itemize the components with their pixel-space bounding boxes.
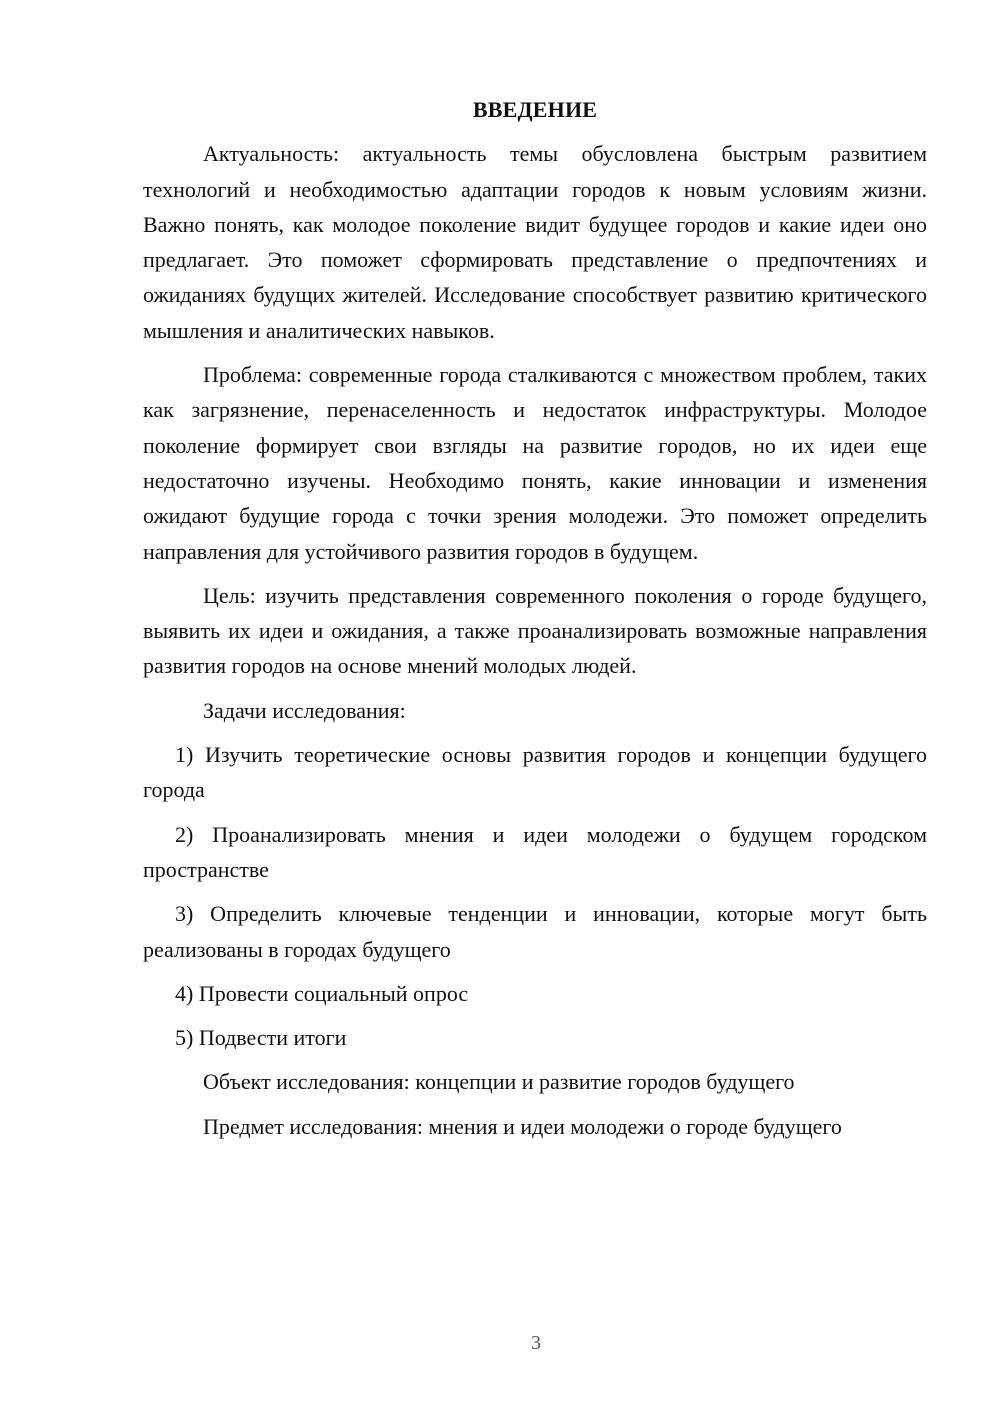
page-title: ВВЕДЕНИЕ: [472, 97, 598, 122]
research-subject: Предмет исследования: мнения и идеи молодежи о городе будущего: [203, 1113, 842, 1139]
paragraph-goal: Цель: изучить представления современного поколения о городе будущего, выявить их идеи и ожидания, а также проанализировать возможные направления развития городов на основе мнений молодых людей.: [143, 582, 927, 679]
task-item-2: 2) Проанализировать мнения и идеи молодежи о будущем городском пространстве: [143, 821, 927, 882]
page-number: 3: [531, 1332, 541, 1354]
paragraph-relevance: Актуальность: актуальность темы обусловлена быстрым развитием технологий и необходимостью адаптации городов к новым условиям жизни. Важно понять, как молодое поколение видит будущее городов и какие идеи оно предлагает. Это поможет сформировать представление о предпочтениях и ожиданиях будущих жителей. Исследование способствует развитию критического мышления и аналитических навыков.: [143, 141, 927, 343]
task-item-1: 1) Изучить теоретические основы развития городов и концепции будущего города: [143, 742, 927, 803]
task-item-5: 5) Подвести итоги: [175, 1025, 347, 1051]
document-page: [143, 92, 927, 1153]
tasks-heading: Задачи исследования:: [203, 697, 406, 723]
task-item-3: 3) Определить ключевые тенденции и инновации, которые могут быть реализованы в городах будущего: [143, 901, 927, 962]
paragraph-problem: Проблема: современные города сталкиваются с множеством проблем, таких как загрязнение, перенаселенность и недостаток инфраструктуры. Молодое поколение формирует свои взгляды на развитие городов, но их идеи еще недостаточно изучены. Необходимо понять, какие инновации и изменения ожидают будущие города с точки зрения молодежи. Это поможет определить направления для устойчивого развития городов в будущем.: [143, 362, 927, 564]
research-object: Объект исследования: концепции и развитие городов будущего: [203, 1069, 795, 1095]
task-item-4: 4) Провести социальный опрос: [175, 980, 469, 1006]
